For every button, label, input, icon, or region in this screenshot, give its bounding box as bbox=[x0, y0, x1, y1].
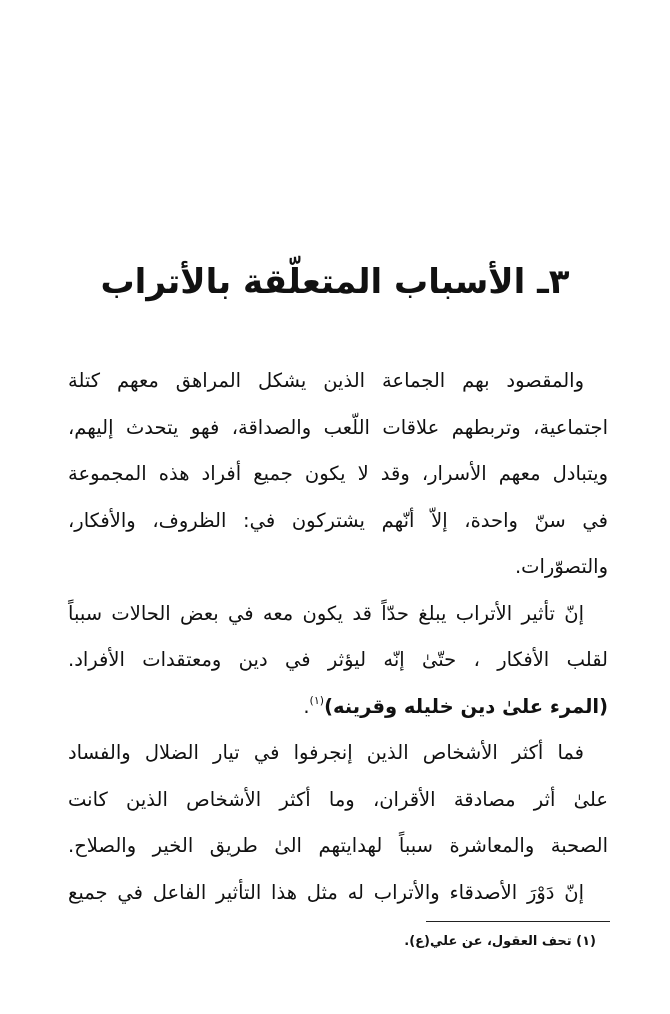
footnote-divider bbox=[426, 921, 610, 922]
footnote-text: (١) تحف العقول، عن علي(ع). bbox=[404, 934, 596, 949]
footnote-marker: (١) bbox=[309, 693, 325, 707]
paragraph-1-line-1: والمقصود بهم الجماعة الذين يشكل المراهق معهم كتلة bbox=[68, 369, 584, 392]
paragraph-2-line-1: إنّ تأثير الأتراب يبلغ حدّاً قد يكون معه في بعض الحالات سبباً bbox=[68, 601, 584, 625]
paragraph-1-line-4: في سنّ واحدة، إلاّ أنّهم يشتركون في: الظروف، والأفكار، bbox=[68, 508, 608, 532]
paragraph-2-line-2: لقلب الأفكار ، حتّىٰ إنّه ليؤثر في دين ومعتقدات الأفراد. bbox=[68, 648, 608, 671]
paragraph-3-line-2: علىٰ أثر مصادقة الأقران، وما أكثر الأشخاص الذين كانت bbox=[68, 787, 608, 811]
paragraph-3-line-1: فما أكثر الأشخاص الذين إنجرفوا في تيار الضلال والفساد bbox=[68, 741, 584, 764]
paragraph-2-quote-line bbox=[68, 684, 608, 731]
paragraph-3-line-3: الصحبة والمعاشرة سبباً لهدايتهم الىٰ طريق الخير والصلاح. bbox=[68, 834, 608, 857]
quote-period: . bbox=[303, 694, 310, 718]
paragraph-1-line-3: ويتبادل معهم الأسرار، وقد لا يكون جميع أفراد هذه المجموعة bbox=[68, 462, 608, 485]
paragraph-1-line-2: اجتماعية، وتربطهم علاقات اللّعب والصداقة، فهو يتحدث إليهم، bbox=[68, 415, 608, 439]
paragraph-1-line-5: والتصوّرات. bbox=[514, 555, 608, 578]
hadith-quote: (المرء علىٰ دين خليله وقرينه) bbox=[324, 694, 608, 718]
section-body bbox=[68, 358, 608, 916]
section-heading: ٣ـ الأسباب المتعلّقة بالأتراب bbox=[100, 262, 570, 302]
paragraph-4-line-1: إنّ دَوْرَ الأصدقاء والأتراب له مثل هذا التأثير الفاعل في جميع bbox=[68, 880, 584, 904]
